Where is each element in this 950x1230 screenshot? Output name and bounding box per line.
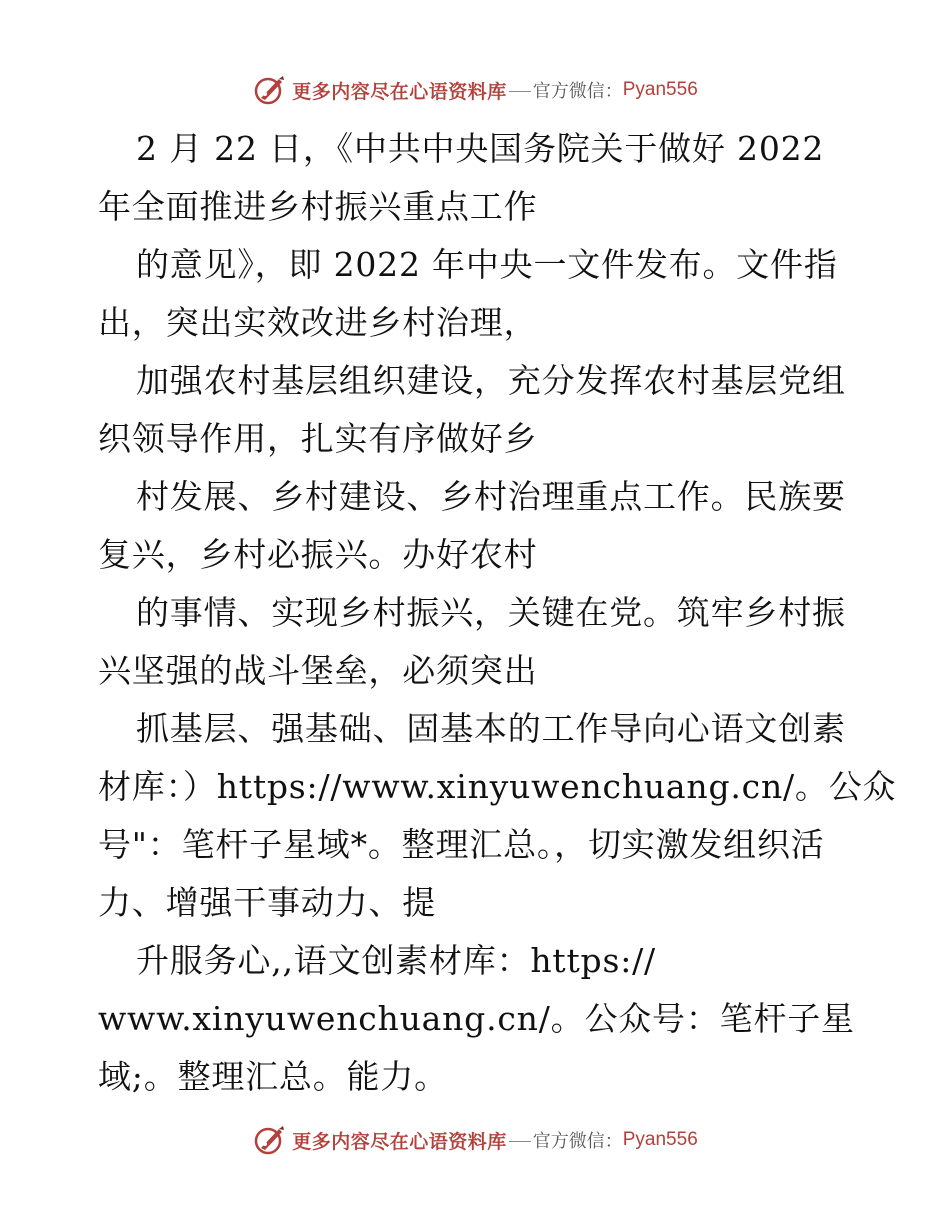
body-line: 抓基层、强基础、固基本的工作导向心语文创素 [136, 709, 846, 748]
header-brand-text: 更多内容尽在心语资料库 [292, 80, 507, 103]
body-line: 的意见》，即 2022 年中央一文件发布。文件指 [136, 245, 838, 284]
body-line: 号"：笔杆子星域*。整理汇总。，切实激发组织活 [98, 825, 825, 864]
body-line: 兴坚强的战斗堡垒，必须突出 [98, 651, 538, 690]
body-line: 2 月 22 日，《中共中央国务院关于做好 2022 [136, 129, 825, 168]
footer-wechat-id: Pyan556 [622, 1129, 698, 1150]
header-official-label: 官方微信： [532, 81, 623, 102]
body-line: 村发展、乡村建设、乡村治理重点工作。民族要 [136, 477, 846, 516]
body-line: 加强农村基层组织建设，充分发挥农村基层党组 [136, 361, 846, 400]
body-line: 力、增强干事动力、提 [98, 883, 436, 922]
quill-logo-icon [252, 1123, 286, 1157]
body-line: 出，突出实效改进乡村治理， [98, 303, 538, 342]
quill-logo-icon [252, 73, 286, 107]
body-line: www.xinyuwenchuang.cn/。公众号：笔杆子星 [98, 999, 855, 1038]
body-line: 年全面推进乡村振兴重点工作 [98, 187, 538, 226]
body-line: 的事情、实现乡村振兴，关键在党。筑牢乡村振 [136, 593, 846, 632]
document-body [98, 120, 897, 1106]
footer-official-label: 官方微信： [532, 1131, 623, 1152]
body-line: 复兴，乡村必振兴。办好农村 [98, 535, 538, 574]
body-line: 域;。整理汇总。能力。 [98, 1057, 448, 1096]
header-separator [509, 91, 531, 92]
footer-brand-text: 更多内容尽在心语资料库 [292, 1130, 507, 1153]
body-line: 织领导作用，扎实有序做好乡 [98, 419, 538, 458]
footer-separator [509, 1141, 531, 1142]
body-line: 材库：）https://www.xinyuwenchuang.cn/。公众 [98, 767, 897, 806]
header-banner [0, 70, 950, 110]
footer-banner [0, 1120, 950, 1160]
body-line: 升服务心,,语文创素材库：https:// [136, 941, 656, 980]
header-wechat-id: Pyan556 [622, 79, 698, 100]
